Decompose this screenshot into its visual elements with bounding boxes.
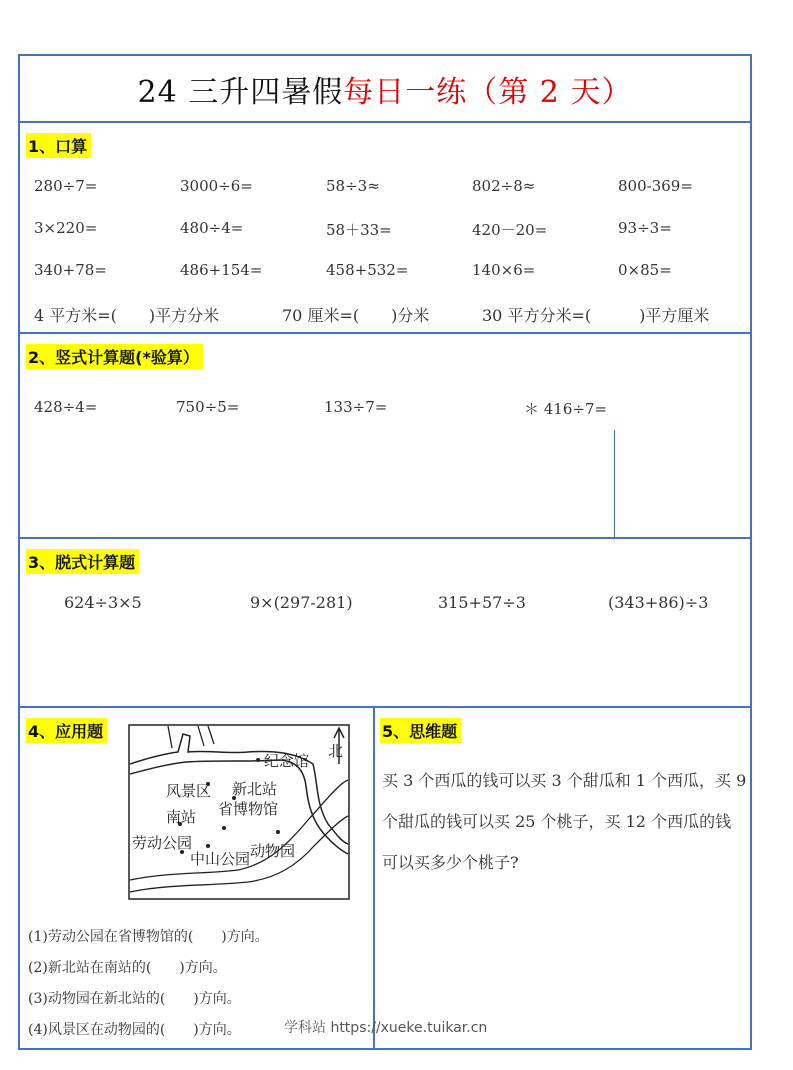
problem: 750÷5= <box>176 398 240 416</box>
section-mental-math <box>20 123 750 334</box>
problem: 340+78= <box>34 261 107 279</box>
problem: 624÷3×5 <box>64 593 142 612</box>
place-xinbei-station: 新北站 <box>232 780 278 798</box>
section-vertical-calc <box>20 334 750 539</box>
title-black-part: 24 三升四暑假 <box>137 74 344 110</box>
title-row <box>20 56 750 123</box>
problem: 0×85= <box>618 261 672 279</box>
column-divider <box>373 708 375 1048</box>
section-5-label: 5、思维题 <box>380 718 461 743</box>
problem: 486+154= <box>180 261 263 279</box>
place-memorial-hall: 纪念馆 <box>264 752 310 770</box>
page-title <box>138 67 633 111</box>
map-point <box>222 826 226 830</box>
place-scenic-area: 风景区 <box>166 782 212 800</box>
problem: 802÷8≈ <box>472 177 536 195</box>
problem: 93÷3= <box>618 219 672 237</box>
question-3: (3)动物园在新北站的( )方向。 <box>28 991 241 1007</box>
section-step-calc <box>20 539 750 708</box>
problem: 133÷7= <box>324 398 388 416</box>
bottom-area <box>20 708 750 1048</box>
question-1: (1)劳动公园在省博物馆的( )方向。 <box>28 929 269 945</box>
divider-line <box>614 430 615 537</box>
unit-conversion: 30 平方分米=( )平方厘米 <box>482 306 710 325</box>
map-point <box>256 758 260 762</box>
problem: 58＋33= <box>326 221 392 239</box>
place-provincial-museum: 省博物馆 <box>218 800 279 818</box>
thinking-question-text: 买 3 个西瓜的钱可以买 3 个甜瓜和 1 个西瓜，买 9 个甜瓜的钱可以买 25 个桃子，买 12 个西瓜的钱可以买多少个桃子? <box>382 771 747 872</box>
place-south-station: 南站 <box>166 808 197 826</box>
title-red-part: 每日一练（第 2 天） <box>343 74 633 110</box>
problem: 420－20= <box>472 221 548 239</box>
problem: 280÷7= <box>34 177 98 195</box>
problem: 58÷3≈ <box>326 177 380 195</box>
direction-map <box>128 724 350 900</box>
worksheet <box>18 54 752 1050</box>
section-2-label: 2、竖式计算题(*验算） <box>26 344 203 369</box>
unit-conversion: 4 平方米=( )平方分米 <box>34 306 220 325</box>
problem: ＊ 416÷7= <box>524 400 608 418</box>
watermark: 学科站 https://xueke.tuikar.cn <box>284 1020 488 1036</box>
problem: 800-369= <box>618 177 693 195</box>
problem: 480÷4= <box>180 219 244 237</box>
map-point <box>206 844 210 848</box>
question-2: (2)新北站在南站的( )方向。 <box>28 960 227 976</box>
section-1-label: 1、口算 <box>26 133 91 158</box>
unit-conversion: 70 厘米=( )分米 <box>282 306 430 325</box>
question-4: (4)风景区在动物园的( )方向。 <box>28 1022 241 1038</box>
place-zoo: 动物园 <box>250 842 296 860</box>
section-4-label: 4、应用题 <box>26 718 107 743</box>
problem: 315+57÷3 <box>438 593 526 612</box>
place-labor-park: 劳动公园 <box>132 834 193 852</box>
place-zhongshan-park: 中山公园 <box>190 850 251 868</box>
problem: 458+532= <box>326 261 409 279</box>
section-3-label: 3、脱式计算题 <box>26 549 139 574</box>
north-label: 北 <box>328 742 344 760</box>
problem: 140×6= <box>472 261 536 279</box>
map-point <box>276 830 280 834</box>
problem: 3000÷6= <box>180 177 253 195</box>
problem: 3×220= <box>34 219 98 237</box>
problem: 428÷4= <box>34 398 98 416</box>
problem: 9×(297-281) <box>250 593 353 612</box>
problem: (343+86)÷3 <box>608 593 709 612</box>
